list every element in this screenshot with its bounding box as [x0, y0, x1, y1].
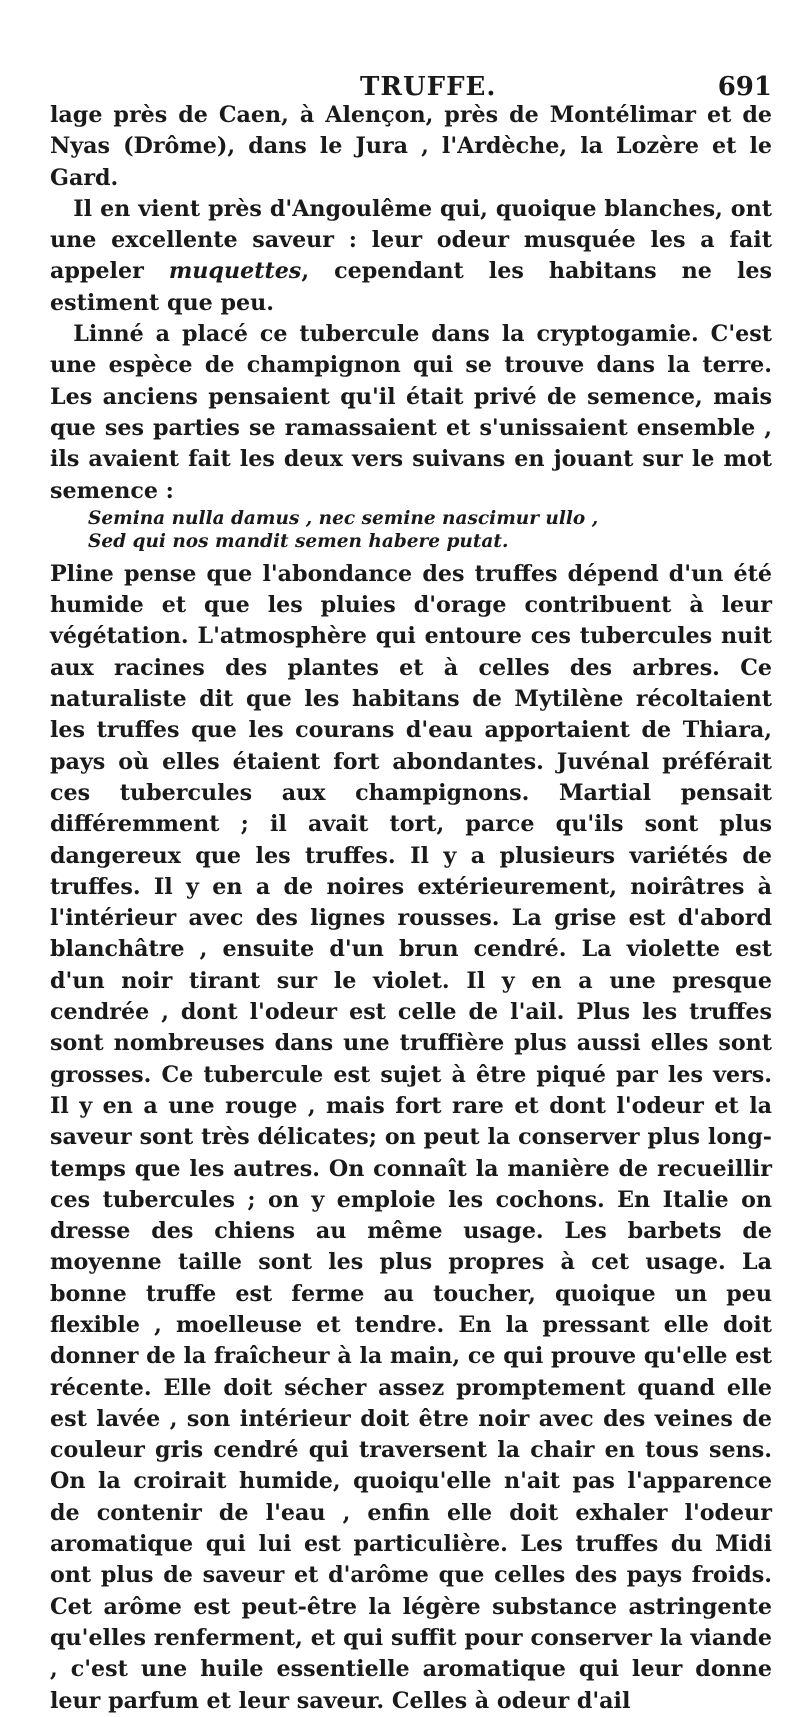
verse-line-2: Sed qui nos mandit semen habere putat. — [88, 530, 509, 552]
running-head — [0, 72, 800, 102]
running-title: TRUFFE. — [360, 72, 497, 102]
page-number: 691 — [717, 72, 772, 102]
latin-verse-quote — [50, 507, 772, 553]
paragraph-3: Linné a placé ce tubercule dans la cryptogamie. C'est une espèce de champignon qui se trouve dans la terre. Les anciens pensaient qu'il était privé de semence, mais que ses parties se ramassaient et s'unissaient ensemble , ils avaient fait les deux vers suivans en jouant sur le mot semence : — [50, 321, 772, 504]
paragraph-2-part-b: , cependant les habitans ne les estiment que peu. — [50, 258, 773, 316]
paragraph-2 — [50, 194, 772, 319]
verse-line-1: Semina nulla damus , nec semine nascimur ullo , — [88, 507, 599, 529]
muquettes-term: muquettes — [168, 258, 302, 285]
paragraph-2-part-a: Il en vient près d'Angoulême qui, quoique blanches, ont une excellente saveur : leur odeur musquée les a fait appeler — [50, 195, 772, 285]
body-text — [50, 100, 772, 1717]
paragraph-4: Pline pense que l'abondance des truffes dépend d'un été humide et que les pluies d'orage contribuent à leur végétation. L'atmosphère qui entoure ces tubercules nuit aux racines des plantes et à celles des arbres. Ce naturaliste dit que les habitans de Mytilène récoltaient les truffes que les courans d'eau apportaient de Thiara, pays où elles étaient fort abondantes. Juvénal préférait ces tubercules aux champignons. Martial pensait différemment ; il avait tort, parce qu'ils sont plus dangereux que les truffes. Il y a plusieurs variétés de truffes. Il y en a de noires extérieurement, noirâtres à l'intérieur avec des lignes rousses. La grise est d'abord blanchâtre , ensuite d'un brun cendré. La violette est d'un noir tirant sur le violet. Il y en a une presque cendrée , dont l'odeur est celle de l'ail. Plus les truffes sont nombreuses dans une truffière plus aussi elles sont grosses. Ce tubercule est sujet à être piqué par les vers. Il y en a une rouge , mais fort rare et dont l'odeur et la saveur sont très délicates; on peut la conserver plus long-temps que les autres. On connaît la manière de recueillir ces tubercules ; on y emploie les cochons. En Italie on dresse des chiens au même usage. Les barbets de moyenne taille sont les plus propres à cet usage. La bonne truffe est ferme au toucher, quoique un peu flexible , moelleuse et tendre. En la pressant elle doit donner de la fraîcheur à la main, ce qui prouve qu'elle est récente. Elle doit sécher assez promptement quand elle est lavée , son intérieur doit être noir avec des veines de couleur gris cendré qui traversent la chair en tous sens. On la croirait humide, quoiqu'elle n'ait pas l'apparence de contenir de l'eau , enfin elle doit exhaler l'odeur aromatique qui lui est particulière. Les truffes du Midi ont plus de saveur et d'arôme que celles des pays froids. Cet arôme est peut-être la légère substance astringente qu'elles renferment, et qui suffit pour conserver la viande , c'est une huile essentielle aromatique qui leur donne leur parfum et leur saveur. Celles à odeur d'ail — [50, 560, 772, 1714]
paragraph-1: lage près de Caen, à Alençon, près de Montélimar et de Nyas (Drôme), dans le Jura , l'Ardèche, la Lozère et le Gard. — [50, 102, 772, 191]
